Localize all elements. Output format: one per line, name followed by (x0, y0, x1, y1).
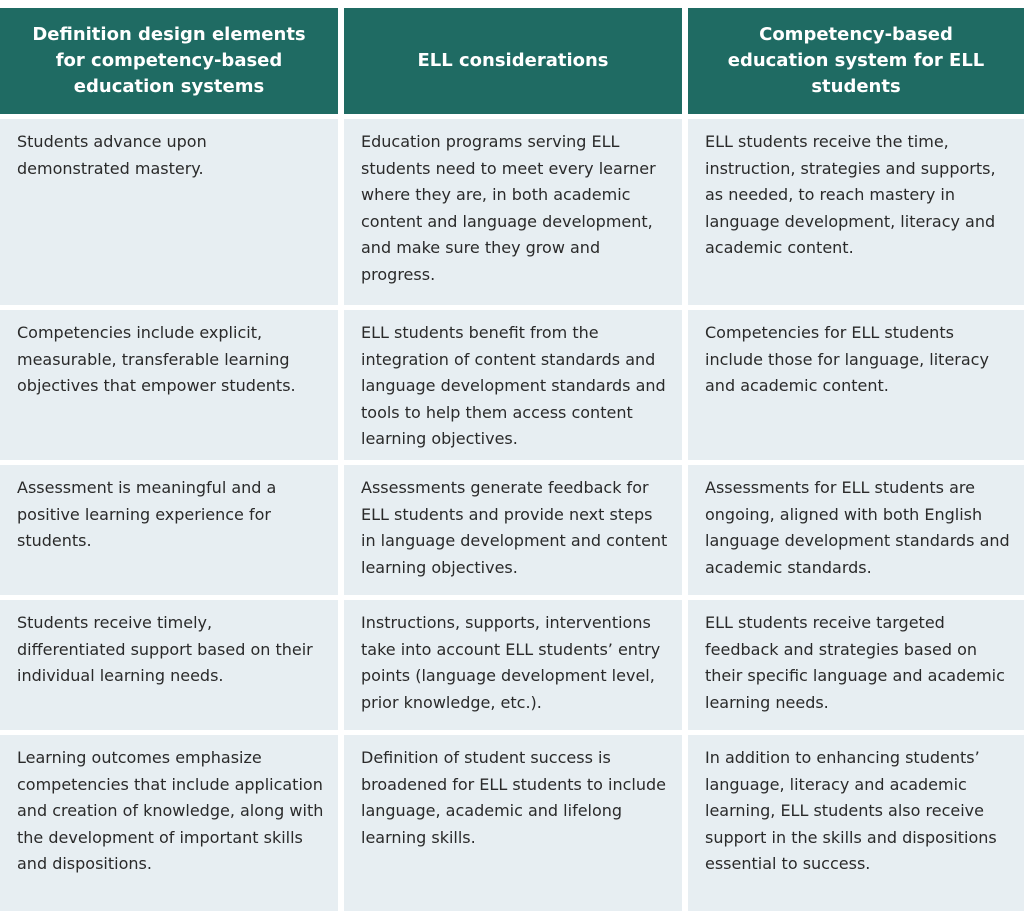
table-cell: Students receive timely, differentiated support based on their individual learning needs. (0, 600, 338, 730)
table-cell: Students advance upon demonstrated mastery. (0, 119, 338, 305)
header-ell-considerations: ELL considerations (344, 8, 682, 114)
table-cell: In addition to enhancing students’ language, literacy and academic learning, ELL students also receive support in the skills and dispositions essential to success. (688, 735, 1024, 911)
table-cell: Instructions, supports, interventions take into account ELL students’ entry points (language development level, prior knowledge, etc.). (344, 600, 682, 730)
table-cell: Assessments for ELL students are ongoing, aligned with both English language development standards and academic standards. (688, 465, 1024, 595)
header-design-elements: Definition design elements for competency-based education systems (0, 8, 338, 114)
table-cell: ELL students receive targeted feedback and strategies based on their specific language and academic learning needs. (688, 600, 1024, 730)
table-cell: ELL students benefit from the integration of content standards and language development standards and tools to help them access content learning objectives. (344, 310, 682, 460)
header-cbe-for-ell: Competency-based education system for ELL students (688, 8, 1024, 114)
table-cell: Competencies for ELL students include those for language, literacy and academic content. (688, 310, 1024, 460)
table-cell: ELL students receive the time, instruction, strategies and supports, as needed, to reach mastery in language development, literacy and academic content. (688, 119, 1024, 305)
table-cell: Definition of student success is broadened for ELL students to include language, academic and lifelong learning skills. (344, 735, 682, 911)
table-cell: Competencies include explicit, measurable, transferable learning objectives that empower students. (0, 310, 338, 460)
table-cell: Education programs serving ELL students need to meet every learner where they are, in both academic content and language development, and make sure they grow and progress. (344, 119, 682, 305)
table-cell: Assessment is meaningful and a positive learning experience for students. (0, 465, 338, 595)
table-cell: Learning outcomes emphasize competencies that include application and creation of knowledge, along with the development of important skills and dispositions. (0, 735, 338, 911)
comparison-table (0, 8, 1024, 911)
table-cell: Assessments generate feedback for ELL students and provide next steps in language development and content learning objectives. (344, 465, 682, 595)
